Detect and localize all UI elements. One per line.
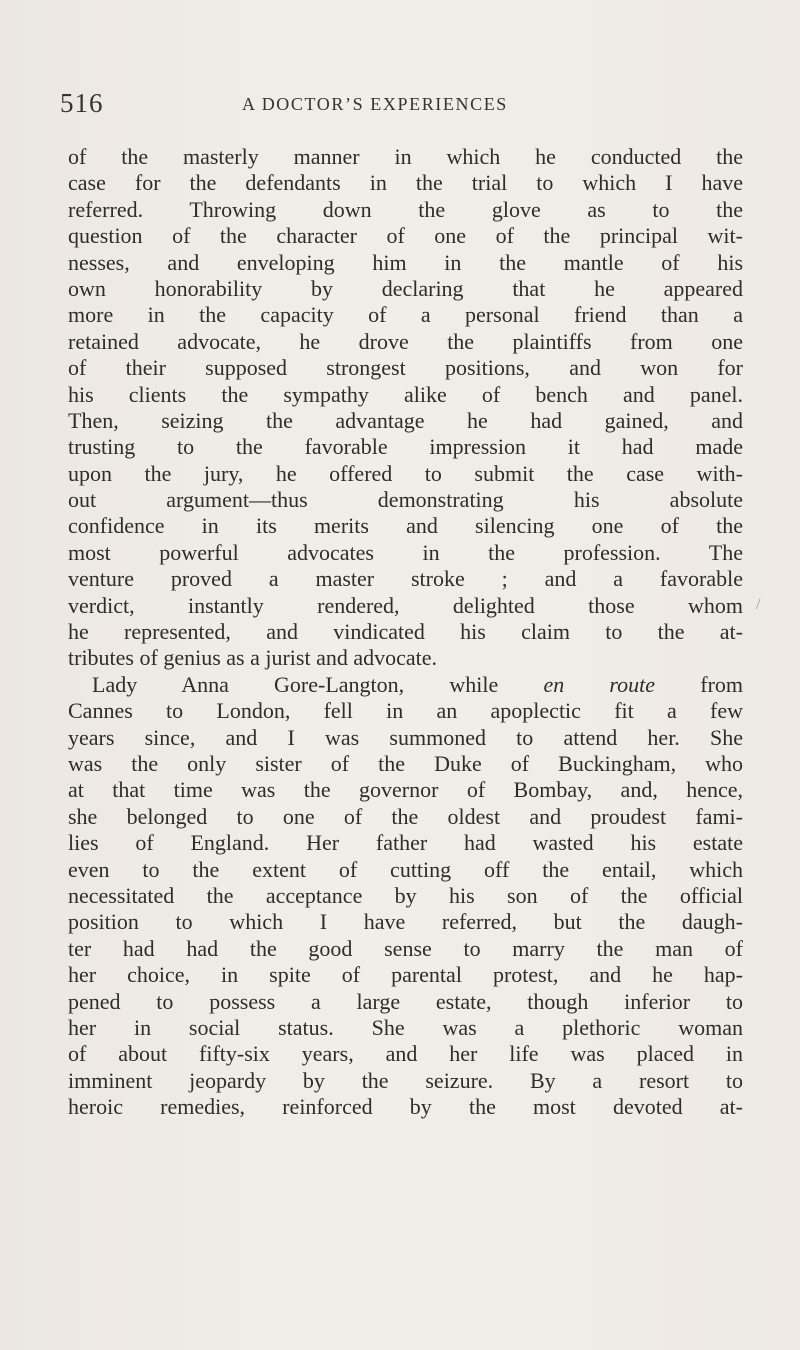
text-line: of about fifty-six years, and her life was placed in [68, 1041, 743, 1067]
text-line: even to the extent of cutting off the entail, which [68, 856, 743, 882]
text-line: upon the jury, he offered to submit the case with- [68, 460, 743, 486]
running-head: A DOCTOR’S EXPERIENCES [242, 94, 508, 114]
italic-phrase: en route [543, 671, 656, 697]
text-line: Then, seizing the advantage he had gained, and [68, 407, 743, 433]
text-line: venture proved a master stroke ; and a favorable [68, 566, 743, 592]
text-fragment: Lady Anna Gore-Langton, while [92, 671, 544, 697]
text-fragment: from [655, 671, 744, 697]
text-line: position to which I have referred, but the daugh- [68, 909, 743, 935]
text-line: was the only sister of the Duke of Buckingham, who [68, 750, 743, 776]
text-line: years since, and I was summoned to attend her. She [68, 724, 743, 750]
text-line: trusting to the favorable impression it had made [68, 434, 743, 460]
text-line-mixed [68, 672, 743, 698]
text-line: most powerful advocates in the profession. The [68, 539, 743, 565]
text-line: confidence in its merits and silencing one of the [68, 513, 743, 539]
text-line: verdict, instantly rendered, delighted those whom [68, 592, 743, 618]
text-line: own honorability by declaring that he appeared [68, 275, 743, 301]
text-line: necessitated the acceptance by his son of the official [68, 882, 743, 908]
text-line: more in the capacity of a personal friend than a [68, 302, 743, 328]
body-text [68, 144, 743, 1120]
text-line: tributes of genius as a jurist and advocate. [68, 645, 438, 671]
page-header [60, 88, 750, 128]
text-line: imminent jeopardy by the seizure. By a resort to [68, 1067, 743, 1093]
text-line: heroic remedies, reinforced by the most devoted at- [68, 1094, 743, 1120]
text-line: he represented, and vindicated his claim to the at- [68, 619, 743, 645]
text-line: of the masterly manner in which he conducted the [68, 144, 743, 169]
text-line: Cannes to London, fell in an apoplectic fit a few [68, 698, 743, 724]
text-line: pened to possess a large estate, though inferior to [68, 988, 743, 1014]
text-line: nesses, and enveloping him in the mantle of his [68, 249, 743, 275]
text-line: lies of England. Her father had wasted his estate [68, 830, 743, 856]
text-line: of their supposed strongest positions, and won for [68, 355, 743, 381]
text-line: her choice, in spite of parental protest, and he hap- [68, 962, 743, 988]
margin-mark: / [756, 596, 761, 613]
text-line: she belonged to one of the oldest and proudest fami- [68, 803, 743, 829]
text-line: case for the defendants in the trial to which I have [68, 170, 743, 196]
text-line: her in social status. She was a plethoric woman [68, 1014, 743, 1040]
text-line: retained advocate, he drove the plaintiffs from one [68, 328, 743, 354]
text-line: at that time was the governor of Bombay, and, hence, [68, 777, 743, 803]
text-line: ter had had the good sense to marry the man of [68, 935, 743, 961]
text-line: out argument—thus demonstrating his absolute [68, 487, 743, 513]
text-line: referred. Throwing down the glove as to the [68, 196, 743, 222]
page-number: 516 [60, 88, 104, 118]
text-line: his clients the sympathy alike of bench and panel. [68, 381, 743, 407]
text-line: question of the character of one of the principal wit- [68, 223, 743, 249]
